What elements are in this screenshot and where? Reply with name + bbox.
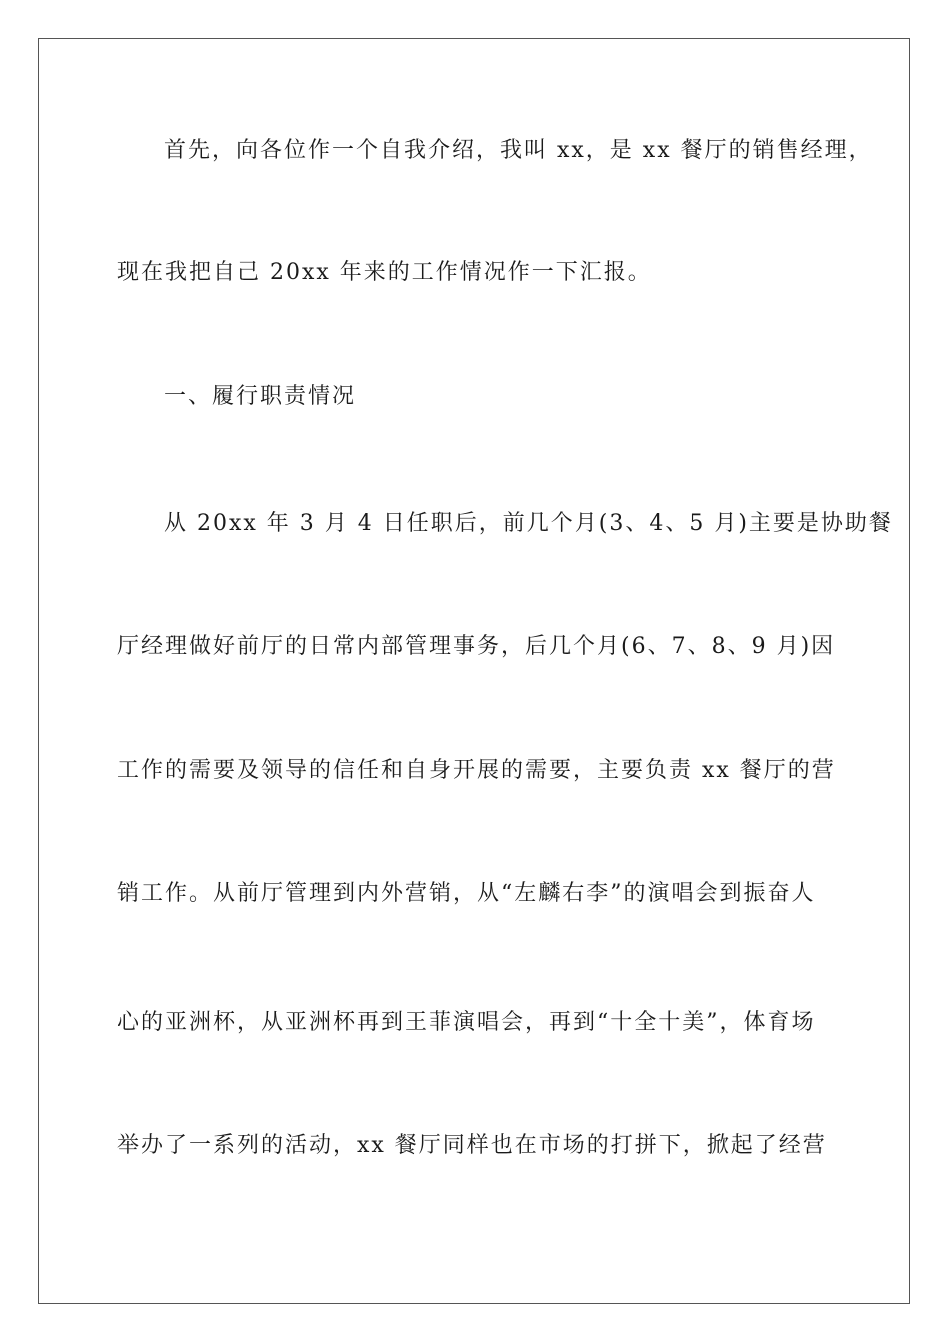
paragraph-body-line-6: 举办了一系列的活动，xx 餐厅同样也在市场的打拼下，掀起了经营 (117, 1133, 827, 1158)
page-border (38, 38, 910, 1304)
paragraph-body-line-3: 工作的需要及领导的信任和自身开展的需要，主要负责 xx 餐厅的营 (117, 758, 836, 783)
paragraph-body-line-4: 销工作。从前厅管理到内外营销，从“左麟右李”的演唱会到振奋人 (117, 881, 816, 906)
paragraph-intro-line-2: 现在我把自己 20xx 年来的工作情况作一下汇报。 (117, 260, 652, 285)
paragraph-body-line-2: 厅经理做好前厅的日常内部管理事务，后几个月(6、7、8、9 月)因 (117, 634, 836, 659)
paragraph-body-line-5: 心的亚洲杯，从亚洲杯再到王菲演唱会，再到“十全十美”，体育场 (117, 1010, 816, 1035)
section-heading: 一、履行职责情况 (164, 384, 357, 409)
paragraph-body-line-1: 从 20xx 年 3 月 4 日任职后，前几个月(3、4、5 月)主要是协助餐 (164, 511, 893, 536)
paragraph-intro-line-1: 首先，向各位作一个自我介绍，我叫 xx，是 xx 餐厅的销售经理， (164, 138, 873, 163)
